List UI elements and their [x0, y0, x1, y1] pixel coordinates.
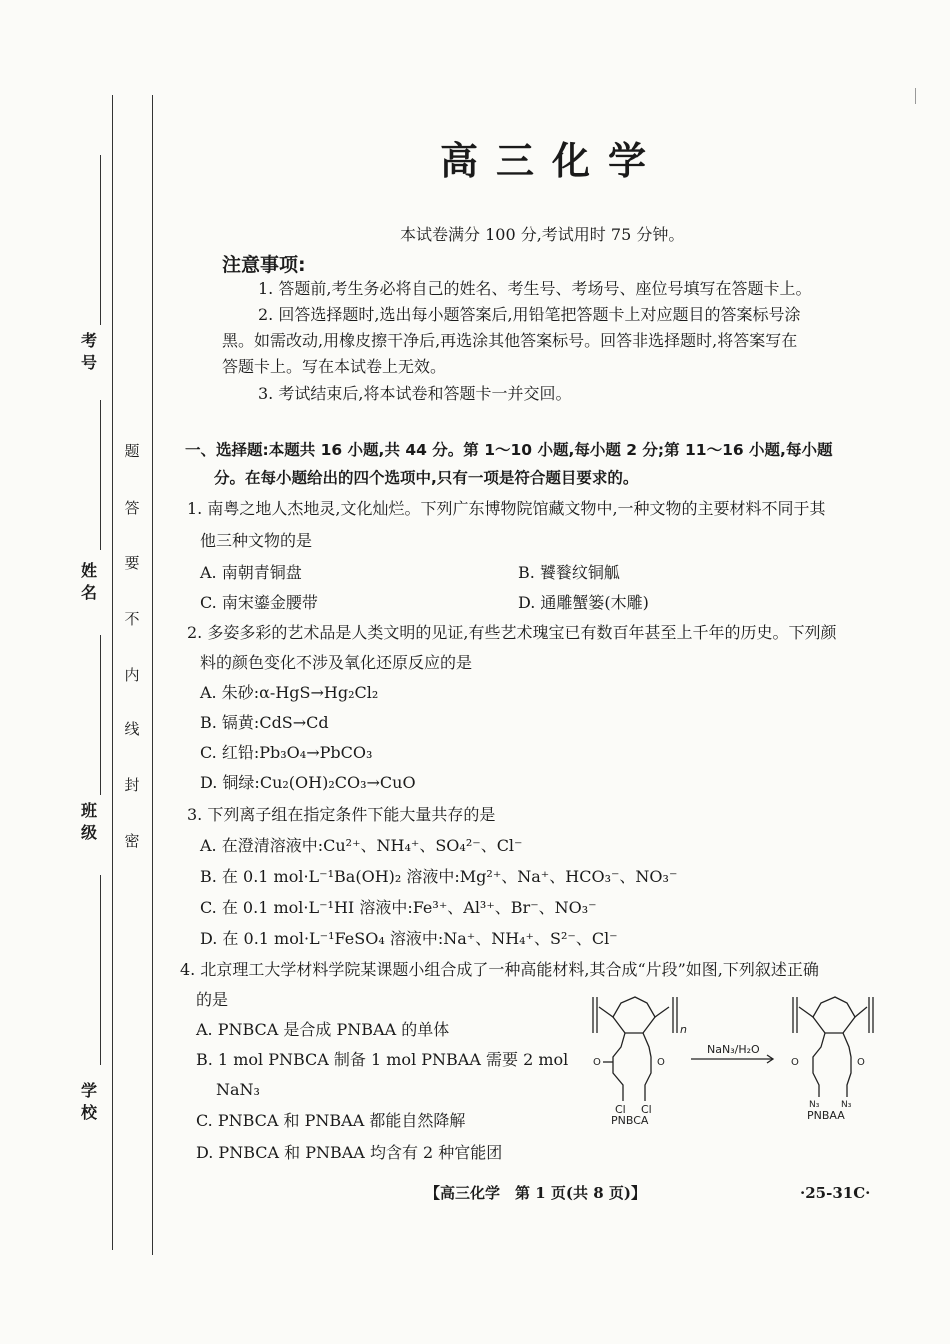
- seal-char: 线: [124, 720, 140, 738]
- carbonyl-o-right: O: [857, 1057, 865, 1068]
- pnbca-structure: [593, 997, 687, 1127]
- notice-item-2-line-1: 2. 回答选择题时,选出每小题答案后,用铅笔把答题卡上对应题目的答案标号涂: [258, 305, 801, 324]
- notice-heading: 注意事项:: [222, 254, 306, 276]
- school-fill-line: [100, 875, 101, 1065]
- notice-item-1: 1. 答题前,考生务必将自己的姓名、考生号、考场号、座位号填写在答题卡上。: [258, 279, 812, 298]
- exam-no-fill-line: [100, 155, 101, 325]
- reaction-scheme-figure: [585, 985, 885, 1135]
- q3-option-a: A. 在澄清溶液中:Cu²⁺、NH₄⁺、SO₄²⁻、Cl⁻: [200, 836, 523, 855]
- exam-no-label: 考号: [80, 331, 97, 372]
- seal-char: 要: [124, 554, 140, 572]
- q3-option-c: C. 在 0.1 mol·L⁻¹HI 溶液中:Fe³⁺、Al³⁺、Br⁻、NO₃⁻: [200, 898, 597, 917]
- q2-option-b: B. 镉黄:CdS→Cd: [200, 713, 329, 732]
- cl-right: Cl: [641, 1103, 652, 1116]
- binding-line-outer: [112, 95, 113, 1250]
- reaction-arrow: [691, 1043, 773, 1063]
- notice-item-3: 3. 考试结束后,将本试卷和答题卡一并交回。: [258, 384, 572, 403]
- binding-line-inner: [152, 95, 153, 1255]
- name-label: 姓名: [80, 561, 97, 602]
- q1-option-c: C. 南宋鎏金腰带: [200, 593, 318, 612]
- q4-option-a: A. PNBCA 是合成 PNBAA 的单体: [196, 1020, 450, 1039]
- q3-option-b: B. 在 0.1 mol·L⁻¹Ba(OH)₂ 溶液中:Mg²⁺、Na⁺、HCO₃⁻、NO₃⁻: [200, 867, 678, 886]
- name-fill-line: [100, 400, 101, 550]
- cl-left: Cl: [615, 1103, 626, 1116]
- q4-option-c: C. PNBCA 和 PNBAA 都能自然降解: [196, 1111, 466, 1130]
- q4-stem-line-1: 4. 北京理工大学材料学院某课题小组合成了一种高能材料,其合成“片段”如图,下列叙述正确: [180, 960, 819, 979]
- seal-char: 封: [124, 776, 140, 794]
- q2-stem-line-1: 2. 多姿多彩的艺术品是人类文明的见证,有些艺术瑰宝已有数百年甚至上千年的历史。下列颜: [187, 623, 837, 642]
- class-label: 班级: [80, 801, 97, 842]
- q1-option-d: D. 通雕蟹篓(木雕): [518, 593, 649, 612]
- q4-option-d: D. PNBCA 和 PNBAA 均含有 2 种官能团: [196, 1143, 503, 1162]
- seal-char: 题: [124, 442, 140, 460]
- school-label: 学校: [80, 1081, 97, 1122]
- notice-item-2-line-3: 答题卡上。写在本试卷上无效。: [222, 357, 447, 376]
- page-title: 高三化学: [440, 139, 665, 183]
- carbonyl-o-right: O: [657, 1057, 665, 1068]
- q1-stem-line-1: 1. 南粤之地人杰地灵,文化灿烂。下列广东博物院馆藏文物中,一种文物的主要材料不同于其: [187, 499, 826, 518]
- q4-option-b-line-1: B. 1 mol PNBCA 制备 1 mol PNBAA 需要 2 mol: [196, 1050, 569, 1069]
- q1-stem-line-2: 他三种文物的是: [200, 531, 313, 550]
- class-fill-line: [100, 635, 101, 795]
- section-heading-line-2: 分。在每小题给出的四个选项中,只有一项是符合题目要求的。: [214, 469, 639, 487]
- reagent-label: NaN₃/H₂O: [707, 1043, 760, 1056]
- n3-left: N₃: [809, 1100, 820, 1110]
- q3-option-d: D. 在 0.1 mol·L⁻¹FeSO₄ 溶液中:Na⁺、NH₄⁺、S²⁻、Cl⁻: [200, 929, 618, 948]
- q2-option-a: A. 朱砂:α-HgS→Hg₂Cl₂: [200, 683, 379, 702]
- seal-char: 内: [124, 666, 140, 684]
- exam-intro: 本试卷满分 100 分,考试用时 75 分钟。: [400, 225, 685, 244]
- seal-char: 答: [124, 499, 140, 517]
- scan-mark: [915, 88, 916, 104]
- exam-code: ·25-31C·: [800, 1184, 871, 1202]
- q4-option-b-line-2: NaN₃: [216, 1080, 260, 1099]
- q3-stem: 3. 下列离子组在指定条件下能大量共存的是: [187, 805, 496, 824]
- q4-stem-line-2: 的是: [196, 990, 229, 1009]
- pnbaa-label: PNBAA: [807, 1109, 845, 1122]
- q1-option-a: A. 南朝青铜盘: [200, 563, 302, 582]
- q2-option-c: C. 红铅:Pb₃O₄→PbCO₃: [200, 743, 373, 762]
- q1-option-b: B. 饕餮纹铜觚: [518, 563, 620, 582]
- section-heading-line-1: 一、选择题:本题共 16 小题,共 44 分。第 1～10 小题,每小题 2 分;第 11～16 小题,每小题: [185, 441, 833, 459]
- notice-item-2-line-2: 黑。如需改动,用橡皮擦干净后,再选涂其他答案标号。回答非选择题时,将答案写在: [222, 331, 798, 350]
- subscript-n: n: [680, 1023, 687, 1036]
- q2-option-d: D. 铜绿:Cu₂(OH)₂CO₃→CuO: [200, 773, 416, 792]
- pnbca-label: PNBCA: [611, 1114, 649, 1127]
- carbonyl-o-left: O: [791, 1057, 799, 1068]
- pnbaa-structure: [791, 997, 873, 1122]
- seal-char: 不: [124, 610, 140, 628]
- n3-right: N₃: [841, 1100, 852, 1110]
- seal-char: 密: [124, 832, 140, 850]
- carbonyl-o-left: O: [593, 1057, 601, 1068]
- q2-stem-line-2: 料的颜色变化不涉及氧化还原反应的是: [200, 653, 473, 672]
- page-footer: 【高三化学 第 1 页(共 8 页)】: [425, 1184, 646, 1202]
